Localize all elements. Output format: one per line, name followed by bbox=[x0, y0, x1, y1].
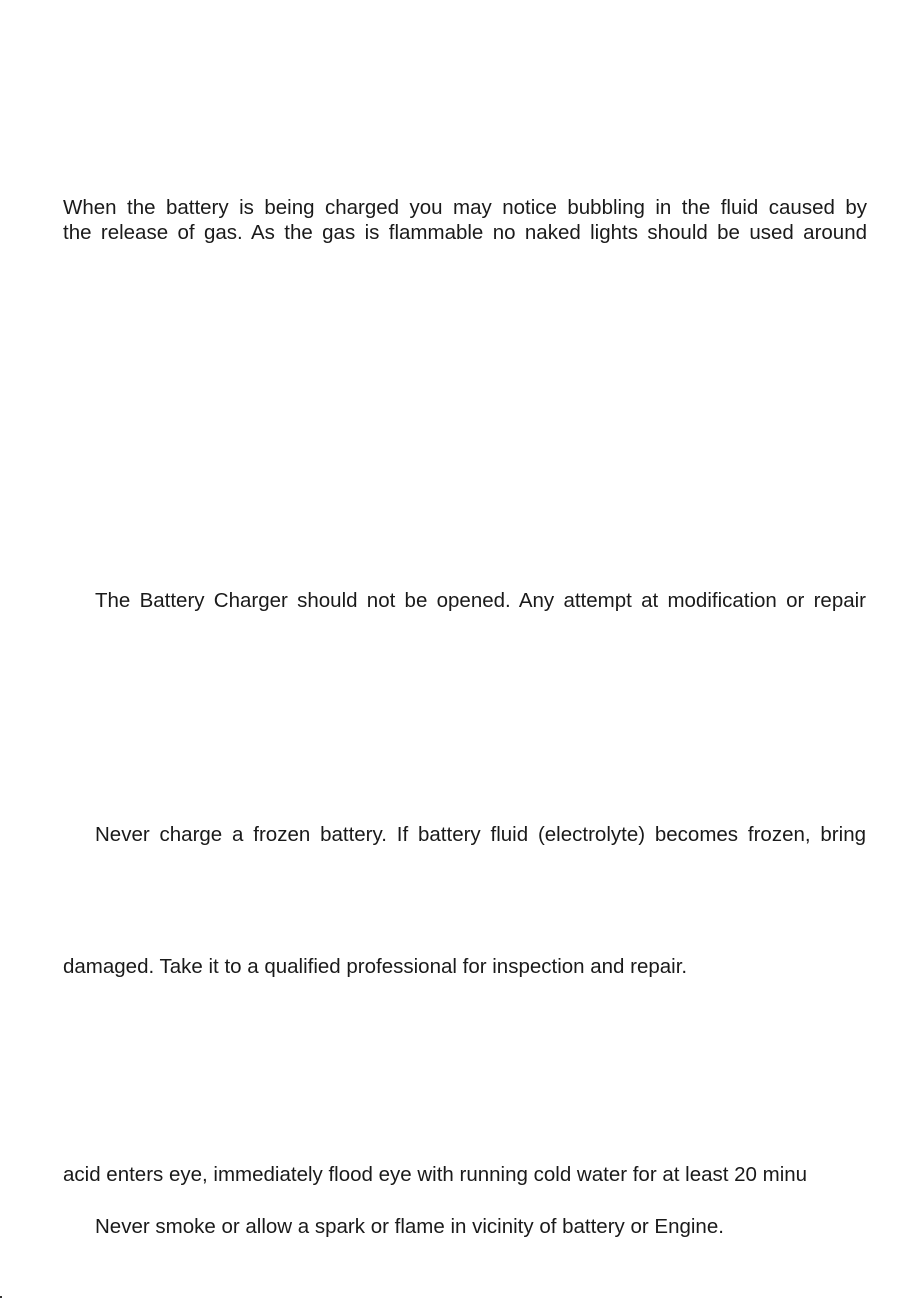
scan-mark bbox=[0, 1296, 2, 1298]
paragraph-line-frozen-battery: Never charge a frozen battery. If battery fluid (electrolyte) becomes frozen, bring bbox=[95, 823, 866, 846]
paragraph-line-acid-eye: acid enters eye, immediately flood eye with running cold water for at least 20 minu bbox=[63, 1163, 808, 1186]
paragraph-line-never-smoke: Never smoke or allow a spark or flame in vicinity of battery or Engine. bbox=[95, 1215, 724, 1238]
paragraph-line-charging-bubbling: When the battery is being charged you may notice bubbling in the fluid caused by bbox=[63, 196, 867, 219]
paragraph-line-damaged-inspection: damaged. Take it to a qualified professional for inspection and repair. bbox=[63, 955, 688, 978]
paragraph-line-charger-not-opened: The Battery Charger should not be opened. Any attempt at modification or repair bbox=[95, 589, 866, 612]
paragraph-line-flammable-gas: the release of gas. As the gas is flammable no naked lights should be used around bbox=[63, 221, 867, 244]
